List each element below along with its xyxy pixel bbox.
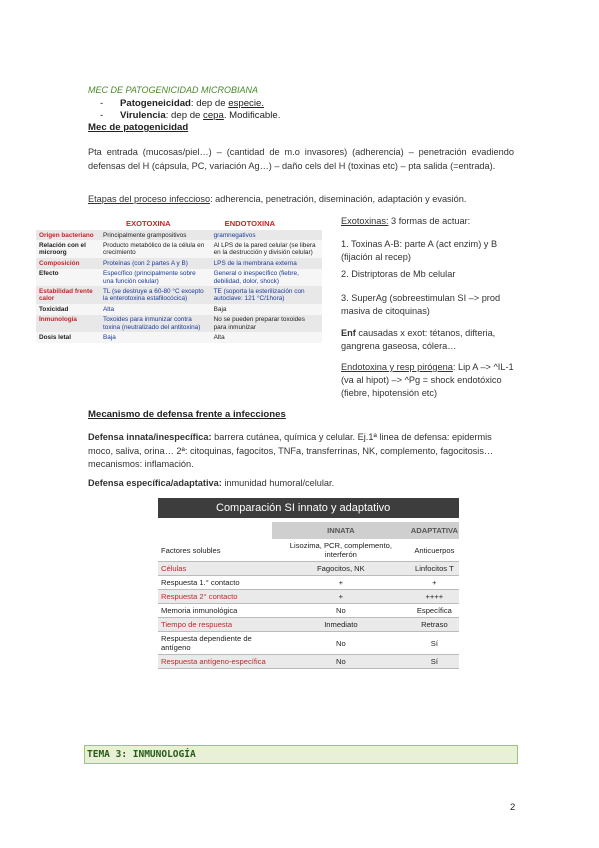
innata-cell: + [272,590,410,604]
endotoxina-cell: LPS de la membrana externa [211,258,322,268]
underlined-term: especie. [228,98,264,109]
definition: : dep de [165,110,204,121]
adaptive-paragraph [88,477,518,491]
endotoxina-cell: Alta [211,332,322,342]
definition-list [100,98,280,122]
table-row [158,562,459,576]
endotoxina-pirogena [341,361,521,400]
row-label: Origen bacteriano [36,230,100,240]
definition: : dep de [190,98,229,109]
list-item [100,110,280,122]
exotoxin-table [36,218,322,343]
enfermedades [341,327,521,353]
exotoxina-cell: Producto metabólico de la célula en crecimiento [100,240,211,258]
exotoxina-cell: Principalmente grampositivos [100,230,211,240]
col-adaptativa: ADAPTATIVA [410,522,459,539]
exotoxinas-intro [341,215,521,228]
row-label: Composición [36,258,100,268]
superag: 3. SuperAg (sobreestimulan SI –> prod masiva de citoquinas) [341,293,501,316]
endotoxina-cell: General o inespecífico (fiebre, debilidad, dolor, shock) [211,269,322,287]
table-header-row [158,522,459,539]
table-row [158,576,459,590]
table-row [36,315,322,333]
row-label: Respuesta 1.° contacto [158,576,272,590]
adaptive-term: Defensa específica/adaptativa: [88,478,222,488]
enf-term: Enf [341,328,356,338]
endotoxina-label: Endotoxina y resp pirógena [341,362,453,372]
exotoxina-cell: Proteínas (con 2 partes A y B) [100,258,211,268]
adaptive-text: inmunidad humoral/celular. [221,478,335,488]
table-row [158,655,459,669]
row-label: Dosis letal [36,332,100,342]
exotoxina-cell: Baja [100,332,211,342]
enf-text: causadas x exot: tétanos, difteria, gangrena gaseosa, cólera… [341,328,496,351]
header-blank [158,522,272,539]
bullet-dash: - [100,98,104,109]
adaptativa-cell: Linfocitos T [410,562,459,576]
table-row [158,604,459,618]
innata-cell: + [272,576,410,590]
innata-cell: No [272,632,410,655]
comparison-figure [158,498,459,669]
table-row [158,539,459,562]
row-label: Relación con el microorg [36,240,100,258]
row-label: Efecto [36,269,100,287]
bullet-dash: - [100,110,104,121]
table-row [36,240,322,258]
endotoxina-cell: gramnegativos [211,230,322,240]
exotoxinas-text: 3 formas de actuar: [388,216,471,226]
row-label: Tiempo de respuesta [158,618,272,632]
adaptativa-cell: Sí [410,655,459,669]
stages-label: Etapas del proceso infeccioso [88,194,211,204]
table-row [36,230,322,240]
adaptativa-cell: + [410,576,459,590]
endotoxina-text: : Lip A –> ^IL-1 (va al hipot) –> ^Pg = shock endotóxico (fiebre, hipotensión etc) [341,362,514,398]
definition-tail: . Modificable. [223,110,281,121]
endotoxina-cell: No se pueden preparar toxoides para inmunizar [211,315,322,333]
comparison-table [158,522,459,669]
row-label: Respuesta dependiente de antígeno [158,632,272,655]
adaptativa-cell: Retraso [410,618,459,632]
page-number: 2 [510,802,516,813]
distriptoras: 2. Distriptoras de Mb celular [341,269,456,279]
innata-cell: No [272,655,410,669]
row-label: Estabilidad frente calor [36,286,100,304]
row-label: Toxicidad [36,304,100,314]
stages-paragraph [88,193,518,207]
term: Patogeneicidad [120,98,191,109]
innate-term: Defensa innata/inespecífica: [88,432,212,442]
innata-cell: Inmediato [272,618,410,632]
section-title: MEC DE PATOGENICIDAD MICROBIANA [88,85,259,95]
row-label: Memoria inmunológica [158,604,272,618]
adaptativa-cell: ++++ [410,590,459,604]
adaptativa-cell: Sí [410,632,459,655]
stages-text: : adherencia, penetración, diseminación, adaptación y evasión. [210,194,467,204]
table-row [158,590,459,604]
col-endotoxina: ENDOTOXINA [224,219,276,229]
list-item [100,98,280,110]
innata-cell: Fagocitos, NK [272,562,410,576]
innata-cell: Lisozima, PCR, complemento, interferón [272,539,410,562]
row-label: Factores solubles [158,539,272,562]
exotoxina-cell: Toxoides para inmunizar contra toxina (neutralizado del antitoxina) [100,315,211,333]
underlined-term: cepa [203,110,224,121]
table-row [158,632,459,655]
row-label: Respuesta antígeno-específica [158,655,272,669]
innate-text: barrera cutánea, química y celular. Ej.1ª linea de defensa: epidermis moco, saliva, orina… 2ª: citoquinas, fagocitos, TNFa, transferrinas, NK, complemento, fagocitosis… mecanismos: inflamación. [88,432,494,469]
tema-heading: TEMA 3: INMUNOLOGÍA [84,745,518,764]
term: Virulencia [120,110,166,121]
table-row [36,269,322,287]
comparison-title: Comparación SI innato y adaptativo [158,498,459,518]
col-innata: INNATA [272,522,410,539]
col-exotoxina: EXOTOXINA [126,219,171,229]
endotoxina-cell: Al LPS de la pared celular (se libera en la destrucción y división celular) [211,240,322,258]
table-header-row [36,218,322,230]
row-label: Células [158,562,272,576]
table-row [36,332,322,342]
exotoxina-cell: Específico (principalmente sobre una función celular) [100,269,211,287]
toxinas-ab: 1. Toxinas A-B: parte A (act enzim) y B (fijación al recep) [341,239,498,262]
mec-paragraph: Pta entrada (mucosas/piel…) – (cantidad de m.o invasores) (adherencia) – penetración evadiendo defensas del H (cápsula, PC, variación Ag…) – daño cels del H (toxinas etc) – pta salida (=entrada). [88,147,514,171]
table-row [36,304,322,314]
mec-heading: Mec de patogenicidad [88,122,189,133]
endotoxina-cell: TE (soporta la esterilización con autoclave: 121 °C/1hora) [211,286,322,304]
table-row [158,618,459,632]
header-blank [36,218,100,230]
exotoxinas-label: Exotoxinas: [341,216,389,226]
row-label: Inmunología [36,315,100,333]
table-row [36,286,322,304]
adaptativa-cell: Específica [410,604,459,618]
table-row [36,258,322,268]
endotoxina-cell: Baja [211,304,322,314]
defense-heading: Mecanismo de defensa frente a infecciones [88,409,286,420]
innata-cell: No [272,604,410,618]
exotoxina-cell: TL (se destruye a 60-80 °C excepto la enterotoxina estafilocócica) [100,286,211,304]
innate-paragraph [88,431,518,472]
row-label: Respuesta 2° contacto [158,590,272,604]
adaptativa-cell: Anticuerpos [410,539,459,562]
exotoxina-cell: Alta [100,304,211,314]
